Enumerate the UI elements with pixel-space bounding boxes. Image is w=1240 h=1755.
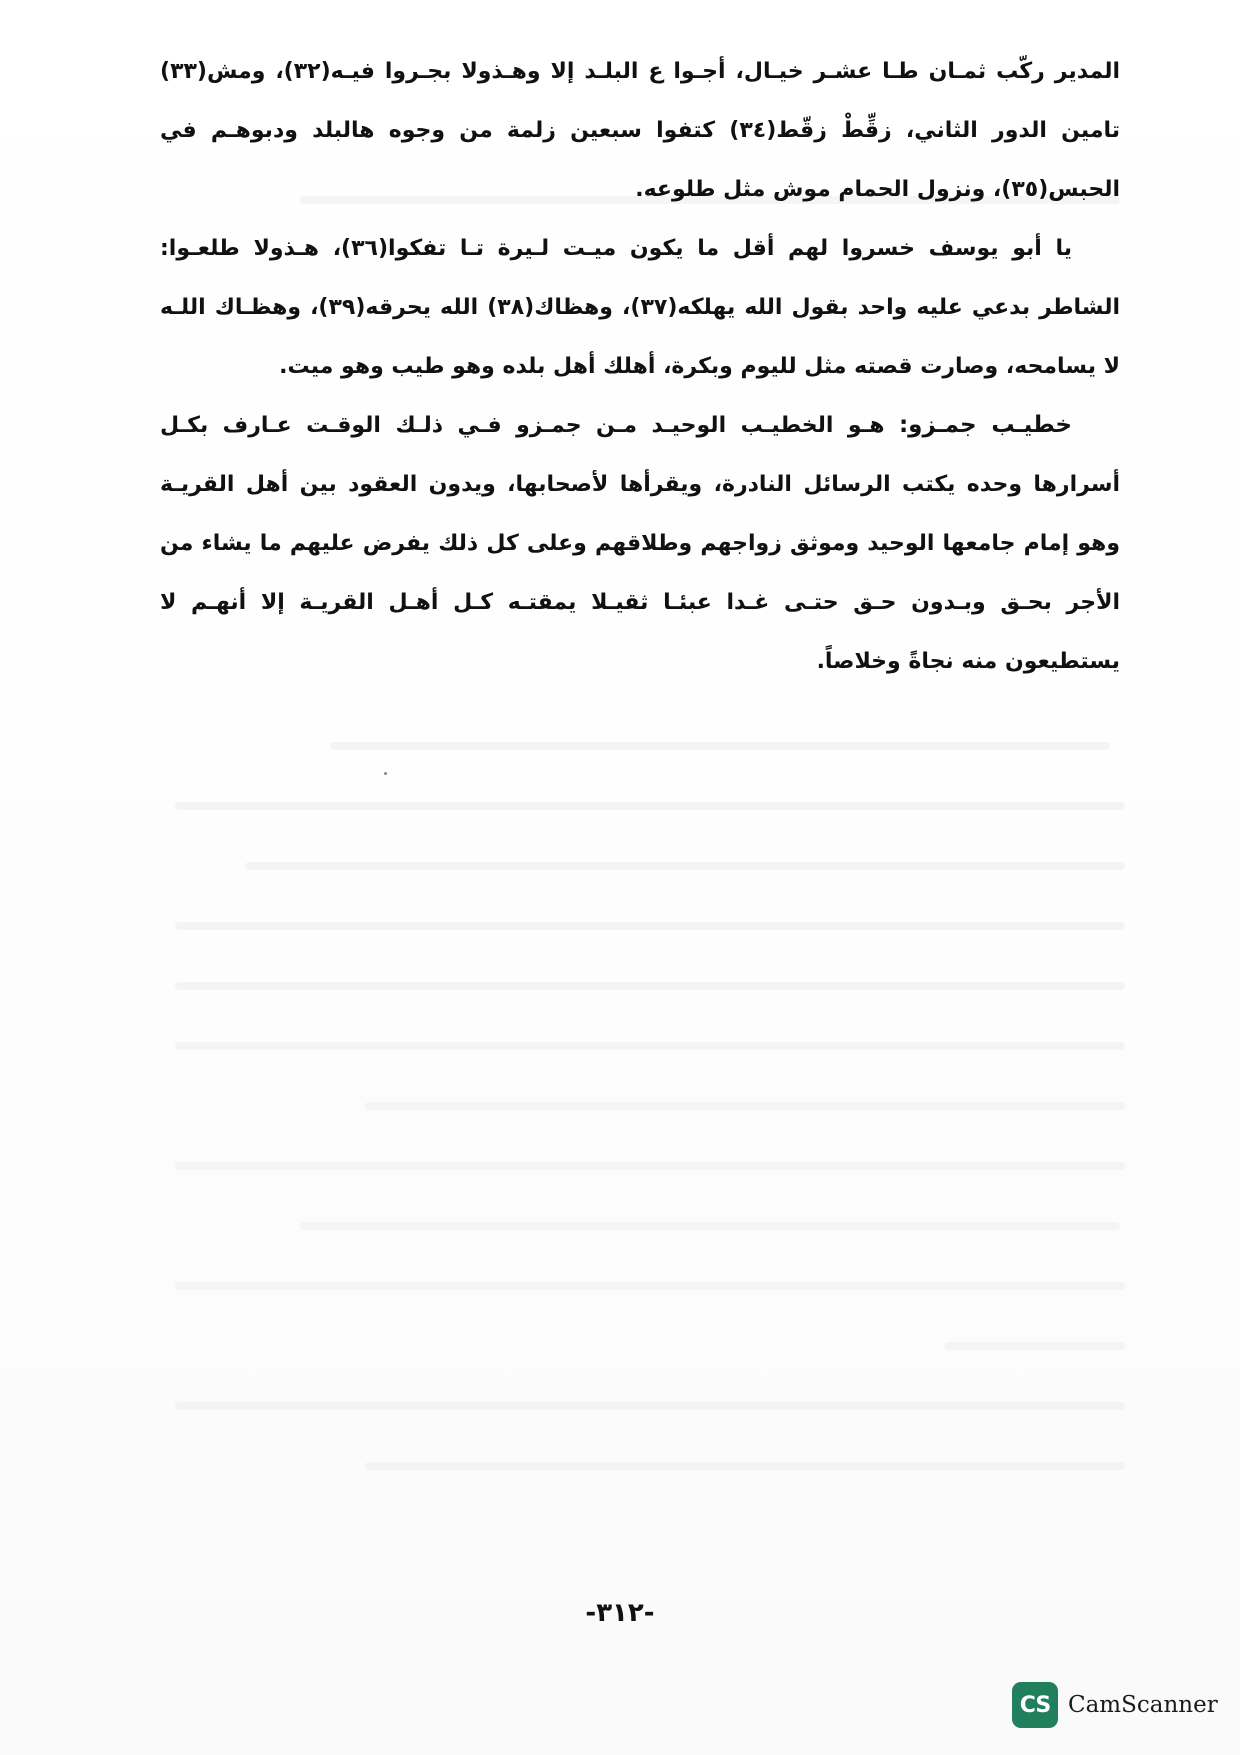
- paragraph: [160, 219, 1120, 396]
- bleed-through-line: [365, 1462, 1125, 1470]
- bleed-through-line: [300, 1222, 1120, 1230]
- body-text: [160, 42, 1120, 691]
- paragraph-text: المدير ركّب ثمـان طـا عشـر خيـال، أجـوا ع البلـد إلا وهـذولا بجـروا فيـه(٣٢)، ومش(٣٣) تامين الدور الثاني، زقِّطْ زقّط(٣٤) كتفوا سبعين زلمة من وجوه هالبلد ودبوهـم في الحبس(٣٥)، ونزول الحمام موش مثل طلوعه.: [160, 59, 1121, 202]
- paragraph-text: يا أبو يوسف خسروا لهم أقل ما يكون ميـت لـيرة تـا تفكوا(٣٦)، هـذولا طلعـوا: الشاطر بدعي عليه واحد بقول الله يهلكه(٣٧)، وهظاك(٣٨) الله يحرقه(٣٩)، وهظـاك اللـه لا يسامحه، وصارت قصته مثل لليوم وبكرة، أهلك أهل بلده وهو طيب وهو ميت.: [160, 236, 1120, 379]
- bleed-through-line: [945, 1342, 1125, 1350]
- camscanner-watermark: [1012, 1680, 1218, 1730]
- scan-speck: [384, 772, 387, 775]
- paragraph-text: هـو الخطيـب الوحيـد مـن جمـزو فـي ذلـك الوقـت عـارف بكـل أسرارها وحده يكتب الرسائل النادرة، ويقرأها لأصحابها، ويدون العقود بين أهل القريـة وهو إمام جامعها الوحيد وموثق زواجهم وطلاقهم وعلى كل ذلك يفرض عليهم ما يشاء من الأجر بحـق وبـدون حـق حتـى غـدا عبئـا ثقيـلا يمقتـه كـل أهـل القريـة إلا أنهـم لا يستطيعون منه نجاةً وخلاصاً.: [160, 413, 1120, 674]
- camscanner-name: CamScanner: [1068, 1692, 1218, 1718]
- camscanner-logo-icon: CS: [1012, 1682, 1058, 1728]
- bleed-through-line: [175, 1162, 1125, 1170]
- bleed-through-line: [365, 1102, 1125, 1110]
- bleed-through-line: [175, 922, 1125, 930]
- bleed-through-line: [175, 802, 1125, 810]
- page-number: -٣١٢-: [585, 1598, 655, 1628]
- paragraph-lead: خطيـب جمـزو:: [898, 412, 1073, 438]
- paragraph: [160, 396, 1120, 691]
- bleed-through-line: [175, 1042, 1125, 1050]
- bleed-through-line: [245, 862, 1125, 870]
- bleed-through-line: [330, 742, 1110, 750]
- bleed-through-line: [175, 1402, 1125, 1410]
- bleed-through-line: [175, 982, 1125, 990]
- bleed-through-line: [175, 1282, 1125, 1290]
- paragraph: [160, 42, 1120, 219]
